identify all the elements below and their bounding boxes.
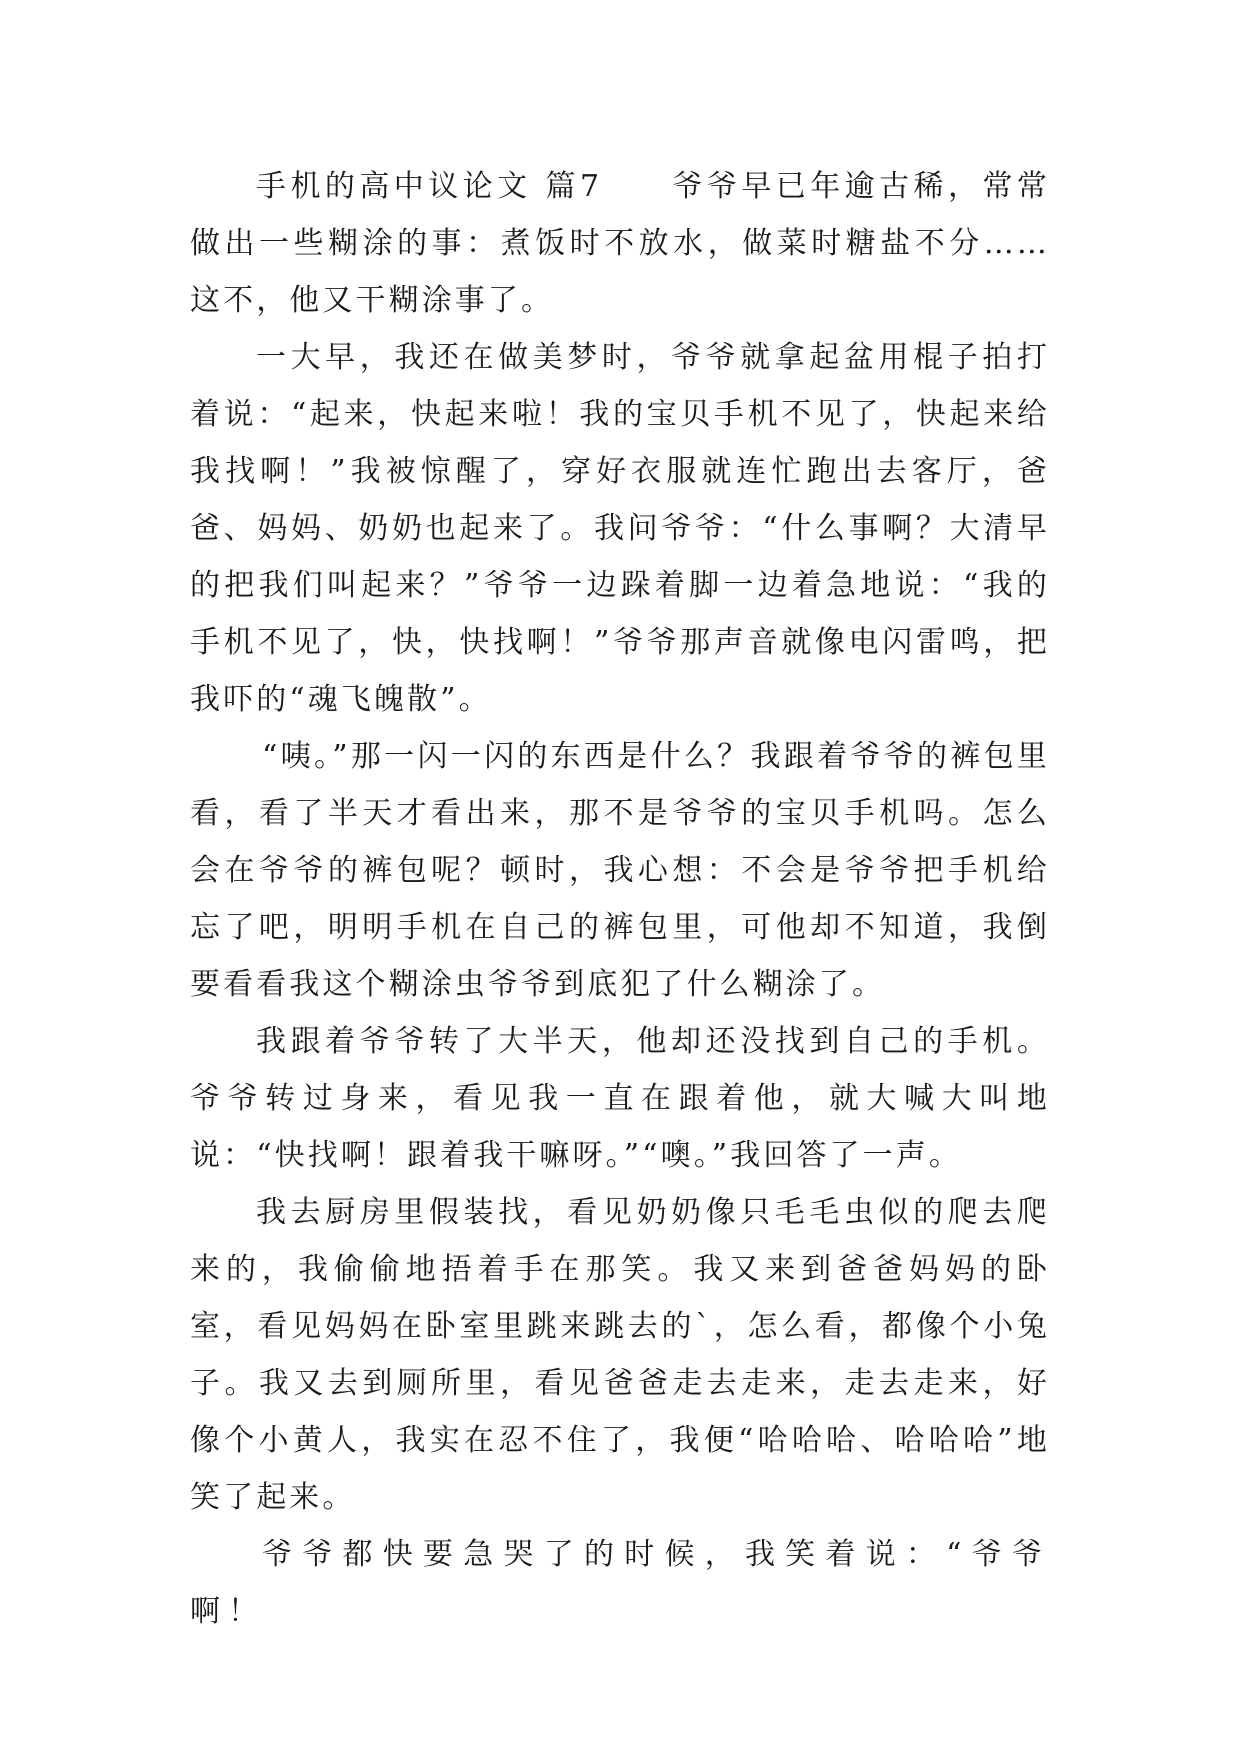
paragraph-2: 一大早，我还在做美梦时，爷爷就拿起盆用棍子拍打着说：“起来，快起来啦！我的宝贝手机不见了，快起来给我找啊！”我被惊醒了，穿好衣服就连忙跑出去客厅，爸爸、妈妈、奶奶也起来了。我问爷爷：“什么事啊？大清早的把我们叫起来？”爷爷一边跺着脚一边着急地说：“我的手机不见了，快，快找啊！”爷爷那声音就像电闪雷鸣，把我吓的“魂飞魄散”。 [190,340,1050,717]
paragraph-4: 我跟着爷爷转了大半天，他却还没找到自己的手机。爷爷转过身来，看见我一直在跟着他，就大喊大叫地说：“快找啊！跟着我干嘛呀。”“噢。”我回答了一声。 [190,1024,1050,1173]
paragraph-6: 爷爷都快要急哭了的时候，我笑着说：“爷爷啊！ [190,1537,1050,1629]
document-body [190,158,1050,1640]
paragraph-3: “咦。”那一闪一闪的东西是什么？我跟着爷爷的裤包里看，看了半天才看出来，那不是爷爷的宝贝手机吗。怎么会在爷爷的裤包呢？顿时，我心想：不会是爷爷把手机给忘了吧，明明手机在自己的裤包里，可他却不知道，我倒要看看我这个糊涂虫爷爷到底犯了什么糊涂了。 [190,739,1050,1002]
paragraph-5: 我去厨房里假装找，看见奶奶像只毛毛虫似的爬去爬来的，我偷偷地捂着手在那笑。我又来到爸爸妈妈的卧室，看见妈妈在卧室里跳来跳去的`，怎么看，都像个小兔子。我又去到厕所里，看见爸爸走去走来，走去走来，好像个小黄人，我实在忍不住了，我便“哈哈哈、哈哈哈”地笑了起来。 [190,1195,1050,1515]
paragraph-1: 手机的高中议论文 篇7 爷爷早已年逾古稀，常常做出一些糊涂的事：煮饭时不放水，做菜时糖盐不分……这不，他又干糊涂事了。 [190,169,1050,318]
